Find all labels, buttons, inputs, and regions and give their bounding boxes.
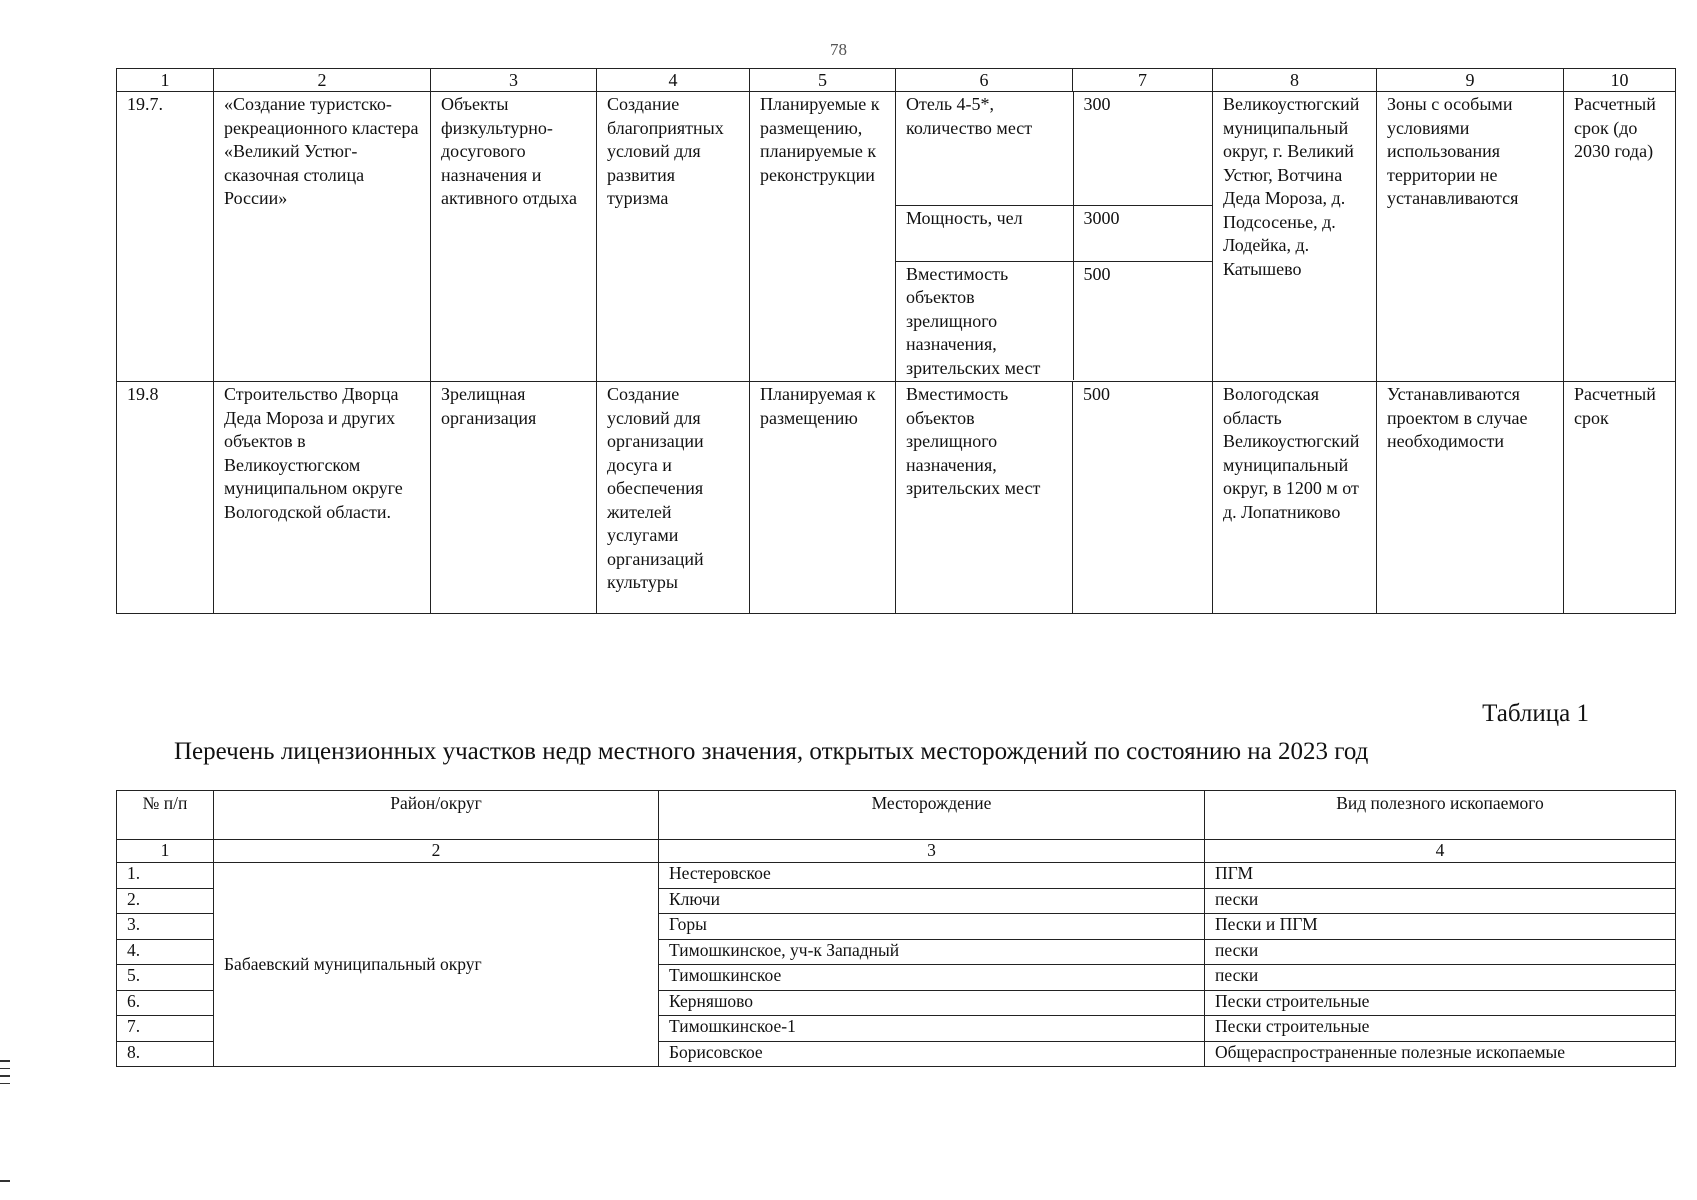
mineral-type: пески	[1205, 965, 1676, 991]
margin-mark	[0, 1180, 10, 1182]
object-status: Планируемая к размещению	[750, 382, 896, 614]
column-number-row	[117, 840, 1676, 863]
parameter-row	[896, 261, 1213, 380]
page-number: 78	[830, 40, 847, 59]
parameter-name: Отель 4-5*, количество мест	[896, 92, 1073, 205]
column-number: 2	[214, 840, 659, 863]
row-number: 5.	[117, 965, 214, 991]
mineral-type: Пески строительные	[1205, 990, 1676, 1016]
mineral-type: ПГМ	[1205, 863, 1676, 889]
parameter-row	[896, 92, 1213, 205]
deposit-name: Ключи	[659, 888, 1205, 914]
table-row	[117, 863, 1676, 889]
table-row	[117, 382, 1676, 614]
parameters-table	[896, 92, 1213, 380]
object-name: Строительство Дворца Деда Мороза и других объектов в Великоустюгском муниципальном округе Вологодской области.	[214, 382, 431, 614]
deposits-table	[116, 790, 1676, 1067]
row-number: 19.8	[117, 382, 214, 614]
table-row	[117, 92, 1676, 382]
row-number: 4.	[117, 939, 214, 965]
top-table	[116, 68, 1676, 614]
protection-zones: Зоны с особыми условиями использования территории не устанавливаются	[1377, 92, 1564, 382]
row-number: 2.	[117, 888, 214, 914]
column-header: № п/п	[117, 791, 214, 840]
district-cell: Бабаевский муниципальный округ	[214, 863, 659, 1067]
row-number: 7.	[117, 1016, 214, 1042]
deposit-name: Тимошкинское	[659, 965, 1205, 991]
object-purpose: Создание условий для организации досуга и обеспечения жителей услугами организаций культуры	[597, 382, 750, 614]
column-number: 8	[1213, 69, 1377, 92]
implementation-term: Расчетный срок	[1564, 382, 1676, 614]
object-status: Планируемые к размещению, планируемые к реконструкции	[750, 92, 896, 382]
deposit-name: Нестеровское	[659, 863, 1205, 889]
deposit-name: Борисовское	[659, 1041, 1205, 1067]
column-number: 1	[117, 69, 214, 92]
column-number: 4	[1205, 840, 1676, 863]
parameter-row	[896, 205, 1213, 261]
deposit-name: Керняшово	[659, 990, 1205, 1016]
protection-zones: Устанавливаются проектом в случае необходимости	[1377, 382, 1564, 614]
column-number: 1	[117, 840, 214, 863]
mineral-type: Пески строительные	[1205, 1016, 1676, 1042]
column-number-row	[117, 69, 1676, 92]
deposit-name: Горы	[659, 914, 1205, 940]
header-row	[117, 791, 1676, 840]
row-number: 1.	[117, 863, 214, 889]
column-number: 2	[214, 69, 431, 92]
object-purpose: Создание благоприятных условий для развития туризма	[597, 92, 750, 382]
object-location: Вологодская область Великоустюгский муниципальный округ, в 1200 м от д. Лопатниково	[1213, 382, 1377, 614]
column-number: 4	[597, 69, 750, 92]
row-number: 6.	[117, 990, 214, 1016]
mineral-type: пески	[1205, 888, 1676, 914]
mineral-type: пески	[1205, 939, 1676, 965]
parameter-value: 300	[1073, 92, 1213, 205]
parameter-name: Мощность, чел	[896, 205, 1073, 261]
column-header: Вид полезного ископаемого	[1205, 791, 1676, 840]
parameter-value: 500	[1073, 261, 1213, 380]
implementation-term: Расчетный срок (до 2030 года)	[1564, 92, 1676, 382]
table-title: Перечень лицензионных участков недр местного значения, открытых месторождений по состоянию на 2023 год	[174, 738, 1369, 765]
column-header: Месторождение	[659, 791, 1205, 840]
column-header: Район/округ	[214, 791, 659, 840]
column-number: 3	[659, 840, 1205, 863]
column-number: 3	[431, 69, 597, 92]
object-type: Объекты физкультурно-досугового назначения и активного отдыха	[431, 92, 597, 382]
column-number: 9	[1377, 69, 1564, 92]
row-number: 3.	[117, 914, 214, 940]
object-name: «Создание туристско-рекреационного кластера «Великий Устюг-сказочная столица России»	[214, 92, 431, 382]
margin-marks	[0, 1060, 10, 1090]
column-number: 7	[1073, 69, 1213, 92]
parameter-value: 500	[1073, 382, 1213, 614]
row-number: 19.7.	[117, 92, 214, 382]
mineral-type: Пески и ПГМ	[1205, 914, 1676, 940]
column-number: 6	[896, 69, 1073, 92]
deposit-name: Тимошкинское, уч-к Западный	[659, 939, 1205, 965]
object-type: Зрелищная организация	[431, 382, 597, 614]
parameter-name: Вместимость объектов зрелищного назначения, зрительских мест	[906, 263, 1041, 378]
mineral-type: Общераспространенные полезные ископаемые	[1205, 1041, 1676, 1067]
column-number: 5	[750, 69, 896, 92]
parameters-cell	[896, 92, 1213, 382]
parameter-value: 3000	[1073, 205, 1213, 261]
object-location: Великоустюгский муниципальный округ, г. Великий Устюг, Вотчина Деда Мороза, д. Подсосенье, д. Лодейка, д. Катышево	[1213, 92, 1377, 382]
row-number: 8.	[117, 1041, 214, 1067]
deposit-name: Тимошкинское-1	[659, 1016, 1205, 1042]
column-number: 10	[1564, 69, 1676, 92]
parameter-name: Вместимость объектов зрелищного назначения, зрительских мест	[896, 382, 1073, 614]
table-label: Таблица 1	[1482, 700, 1589, 727]
